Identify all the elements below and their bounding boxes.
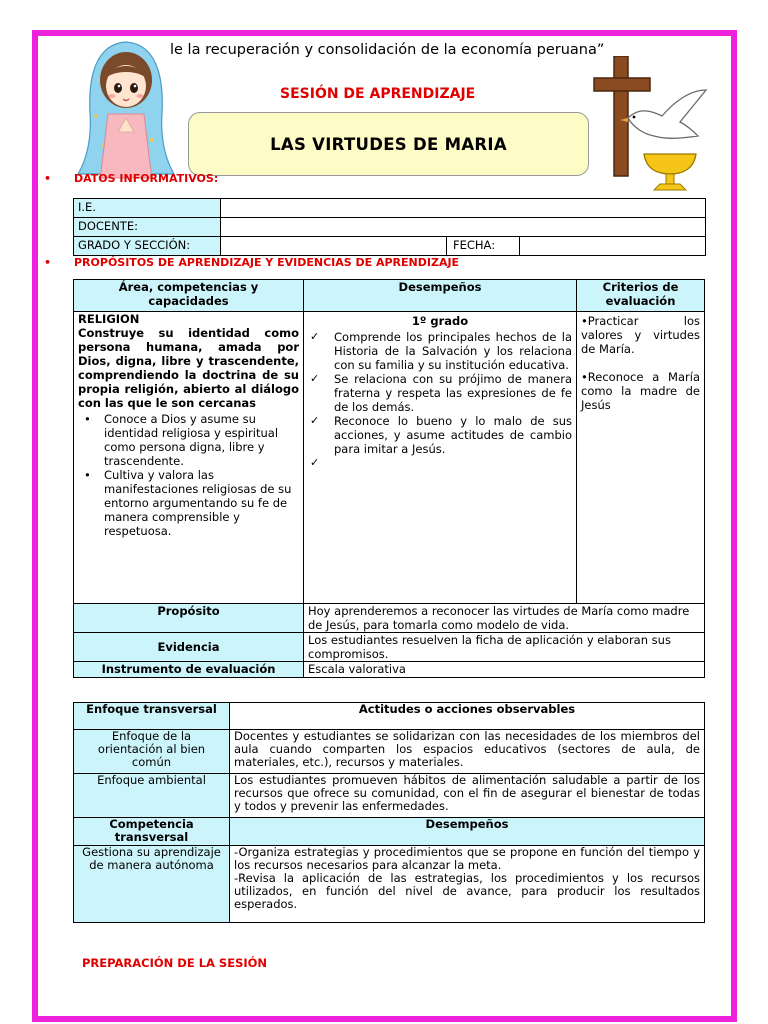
main-title: LAS VIRTUDES DE MARIA [270, 134, 507, 154]
datos-heading-text: DATOS INFORMATIVOS: [74, 172, 219, 185]
desempenos-cell [304, 312, 577, 604]
criterio-item: •Practicar los valores y virtudes de María. [581, 314, 700, 356]
competencia-text: Construye su identidad como persona humana, amada por Dios, digna, libre y trascendente, comprendiendo la doctrina de su propia religión, abierto al diálogo con las que le son cercanas [78, 326, 299, 410]
col-comp-desempenos-header: Desempeños [230, 818, 705, 846]
grado-label: GRADO Y SECCIÓN: [74, 237, 221, 256]
col-actitudes-header: Actitudes o acciones observables [230, 703, 705, 730]
col-desempenos-header: Desempeños [304, 280, 577, 312]
fecha-value[interactable] [520, 237, 706, 256]
criterios-cell [577, 312, 705, 604]
col-area-header: Área, competencias y capacidades [74, 280, 304, 312]
motto-text: le la recuperación y consolidación de la economía peruana” [170, 42, 605, 58]
desempeno-item: ✓ Reconoce lo bueno y lo malo de sus acciones, y asume actitudes de cambio para imitar a Jesús. [308, 414, 572, 456]
enfoque-label: Enfoque ambiental [74, 774, 230, 818]
enfoque-actitud: Docentes y estudiantes se solidarizan con las necesidades de los miembros del aula cuando comparten los espacios educativos (sectores de aula, de materiales, etc.), recursos y materiales. [230, 730, 705, 774]
desempeno-item: ✓ Se relaciona con su prójimo de manera fraterna y respeta las expresiones de fe de los demás. [308, 372, 572, 414]
grado-text: 1º grado [411, 314, 469, 328]
capacidad-item: • Conoce a Dios y asume su identidad religiosa y espiritual como persona digna, libre y trascendente. [78, 412, 299, 468]
capacidad-item: • Cultiva y valora las manifestaciones religiosas de su entorno argumentando su fe de manera comprensible y respetuosa. [78, 468, 299, 538]
info-table [73, 198, 706, 256]
competencia-desempenos-cell [230, 846, 705, 923]
col-criterios-header: Criterios de evaluación [577, 280, 705, 312]
col-competencia-header: Competencia transversal [74, 818, 230, 846]
competencia-desempeno: -Revisa la aplicación de las estrategias, los procedimientos y los recursos utilizados, en función del nivel de avance, para producir los resultados esperados. [234, 871, 700, 911]
desempeno-item: ✓ Comprende los principales hechos de la Historia de la Salvación y los relaciona con su familia y su institución educativa. [308, 330, 572, 372]
preparacion-heading: PREPARACIÓN DE LA SESIÓN [82, 956, 268, 970]
purposes-table [73, 279, 705, 678]
grado-value[interactable] [221, 237, 447, 256]
propositos-heading-text: PROPÓSITOS DE APRENDIZAJE Y EVIDENCIAS DE APRENDIZAJE [74, 256, 460, 269]
area-title: RELIGION [78, 312, 140, 326]
ie-value[interactable] [221, 199, 706, 218]
transversal-table [73, 702, 705, 923]
proposito-text: Hoy aprenderemos a reconocer las virtudes de María como madre de Jesús, para tomarla como modelo de vida. [304, 604, 705, 633]
cross-dove-chalice-icon [588, 56, 712, 194]
virgin-mary-icon [74, 36, 178, 184]
ie-label: I.E. [74, 199, 221, 218]
desempenos-list [308, 330, 572, 470]
competencia-transversal: Gestiona su aprendizaje de manera autónoma [74, 846, 230, 923]
enfoque-actitud: Los estudiantes promueven hábitos de alimentación saludable a partir de los recursos que ofrece su comunidad, con el fin de asegurar el bienestar de todas y todos y prevenir las enfermedades. [230, 774, 705, 818]
docente-label: DOCENTE: [74, 218, 221, 237]
area-cell [74, 312, 304, 604]
evidencia-label: Evidencia [74, 633, 304, 662]
datos-heading: • DATOS INFORMATIVOS: [44, 172, 219, 185]
proposito-label: Propósito [74, 604, 304, 633]
propositos-heading: • PROPÓSITOS DE APRENDIZAJE Y EVIDENCIAS DE APRENDIZAJE [44, 256, 460, 269]
enfoque-label: Enfoque de la orientación al bien común [74, 730, 230, 774]
competencia-desempeno: -Organiza estrategias y procedimientos que se propone en función del tiempo y los recursos necesarios para alcanzar la meta. [234, 845, 700, 872]
session-title: SESIÓN DE APRENDIZAJE [280, 86, 476, 102]
desempeno-item [308, 456, 572, 470]
instrumento-label: Instrumento de evaluación [74, 662, 304, 678]
col-enfoque-header: Enfoque transversal [74, 703, 230, 730]
docente-value[interactable] [221, 218, 706, 237]
capacidades-list [78, 412, 299, 538]
fecha-label: FECHA: [447, 237, 520, 256]
main-title-box [188, 112, 589, 176]
criterio-item: •Reconoce a María como la madre de Jesús [581, 370, 700, 412]
instrumento-text: Escala valorativa [304, 662, 705, 678]
evidencia-text: Los estudiantes resuelven la ficha de aplicación y elaboran sus compromisos. [304, 633, 705, 662]
